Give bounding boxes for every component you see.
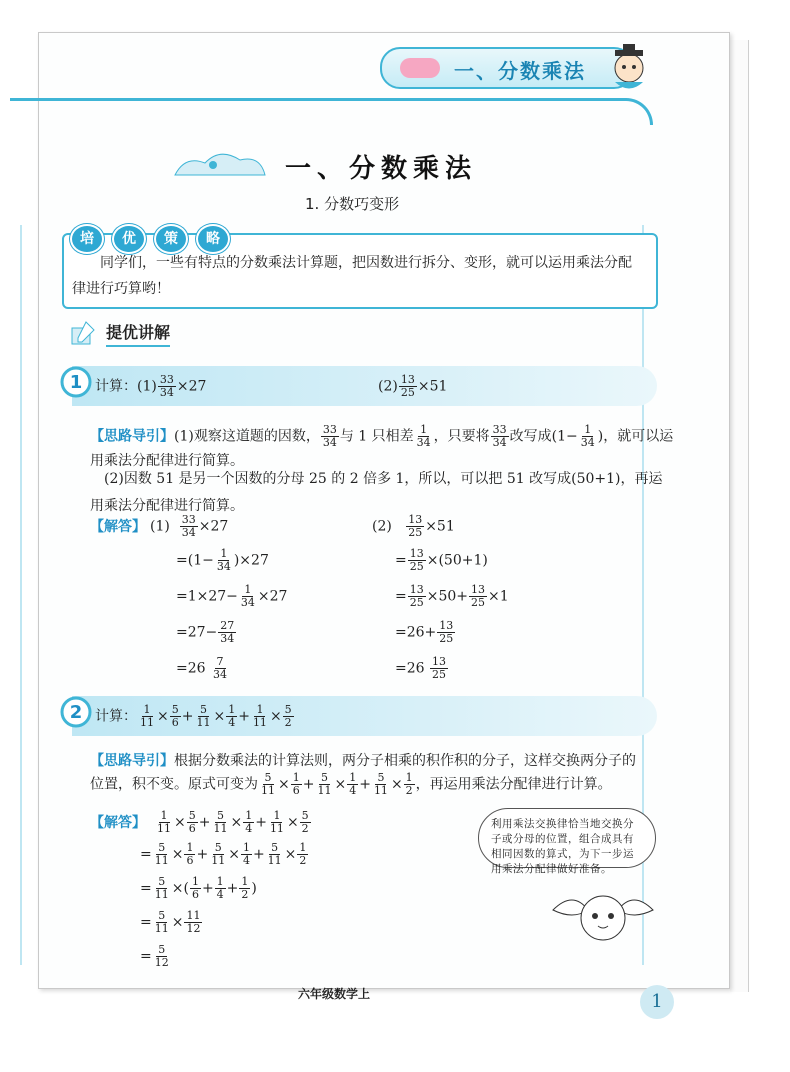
fraction: $\frac{5}{6}$ <box>171 703 179 729</box>
q2-a-line3: = $\frac{5}{11}$ ×( $\frac{1}{6}$ + $\frac{1}{4}$ + $\frac{1}{2}$ ) <box>140 875 257 901</box>
fraction: $\frac{1}{34}$ <box>580 423 595 449</box>
fraction: $\frac{1}{4}$ <box>242 841 250 867</box>
question-number-badge <box>60 366 92 398</box>
fraction: $\frac{5}{11}$ <box>373 771 388 797</box>
graduate-mascot-icon <box>605 40 653 95</box>
fraction: $\frac{27}{34}$ <box>220 619 235 645</box>
winged-mascot-icon <box>548 880 658 950</box>
q1-a2-line2: = $\frac{13}{25}$ ×(50+1) <box>395 547 488 573</box>
question-number-badge <box>60 696 92 728</box>
fraction: $\frac{1}{34}$ <box>240 583 255 609</box>
q1-a1-line5: =26 $\frac{7}{34}$ <box>176 655 227 681</box>
section-title: 1. 分数巧变形 <box>305 195 400 213</box>
q1-a2-line1: (2) $\frac{13}{25}$ ×51 <box>372 513 455 539</box>
book-pencil-icon <box>68 318 98 348</box>
fraction: $\frac{1}{34}$ <box>216 547 231 573</box>
banner-ribbon-icon <box>400 58 440 78</box>
hint-label: 【思路导引】 <box>90 428 174 445</box>
fraction: $\frac{1}{34}$ <box>416 423 431 449</box>
q2-hint-line2: 位置，积不变。原式可变为 $\frac{5}{11}$ × $\frac{1}{6}$ + $\frac{5}{11}$ × $\frac{1}{4}$ + $\frac{5}{11}$ × $\frac{1}{2}$ ，再运用乘法分配律进行计算。 <box>90 771 612 797</box>
fraction: $\frac{13}{25}$ <box>432 655 446 681</box>
question-number: 2 <box>69 702 83 723</box>
q2-answer-label-row <box>90 812 146 832</box>
answer-part-label: (1) <box>150 518 170 535</box>
fraction: $\frac{1}{11}$ <box>269 809 284 835</box>
tip-bubble: 利用乘法交换律恰当地交换分子或分母的位置，组合成具有相同因数的算式，为下一步运用乘法分配律做好准备。 <box>478 808 656 868</box>
q1-hint-line1 <box>90 424 673 449</box>
header-banner-text: 一、分数乘法 <box>454 59 586 83</box>
fraction: $\frac{33}{34}$ <box>181 513 196 539</box>
fraction: $\frac{33}{34}$ <box>159 373 174 399</box>
fraction: $\frac{13}{25}$ <box>409 547 424 573</box>
tiyou-title: 提优讲解 <box>106 320 170 347</box>
strategy-text: 同学们，一些有特点的分数乘法计算题，把因数进行拆分、变形，就可以运用乘法分配律进行巧算哟！ <box>72 255 632 297</box>
fraction: $\frac{13}{25}$ <box>408 513 423 539</box>
q1-part1-tail: ×27 <box>176 378 207 395</box>
fraction: $\frac{1}{4}$ <box>228 703 236 729</box>
q1-part2 <box>378 374 447 399</box>
hint-text: 根据分数乘法的计算法则，两分子相乘的积作积的分子，这样交换两分子的 <box>174 753 636 769</box>
fraction: $\frac{33}{34}$ <box>322 423 337 449</box>
strategy-tag: 策 <box>154 224 188 254</box>
q1-a1-line1: (1) $\frac{33}{34}$ ×27 <box>150 513 229 539</box>
fraction: $\frac{5}{11}$ <box>154 875 169 901</box>
strategy-tag: 培 <box>70 224 104 254</box>
header-banner <box>380 47 634 89</box>
q1-hint-line2: 用乘法分配律进行简算。 <box>90 453 244 469</box>
q2-prompt-label: 计算： <box>95 708 137 725</box>
fraction: $\frac{1}{4}$ <box>349 771 357 797</box>
fraction: $\frac{1}{6}$ <box>292 771 300 797</box>
strategy-tag: 优 <box>112 224 146 254</box>
q1-part2-tail: ×51 <box>417 378 448 395</box>
fraction: $\frac{5}{12}$ <box>154 943 169 969</box>
fraction: $\frac{5}{11}$ <box>211 841 226 867</box>
fraction: $\frac{5}{11}$ <box>154 841 169 867</box>
q1-prompt <box>95 374 206 399</box>
q1-a2-line4: =26+ $\frac{13}{25}$ <box>395 619 454 645</box>
strategy-tag: 略 <box>196 224 230 254</box>
chapter-title: 一、分数乘法 <box>285 154 478 184</box>
q1-hint2: (2)因数 51 是另一个因数的分母 25 的 2 倍多 1，所以，可以把 51 改写成(50+1)，再运用乘法分配律进行简算。 <box>90 471 663 514</box>
question-number: 1 <box>69 372 83 393</box>
hint-text: 与 1 只相差 <box>339 428 414 445</box>
fraction: $\frac{5}{11}$ <box>261 771 275 797</box>
q1-a2-line5: =26 $\frac{13}{25}$ <box>395 655 446 681</box>
page-edge <box>742 40 749 992</box>
q2-a-line4: = $\frac{5}{11}$ × $\frac{11}{12}$ <box>140 909 201 935</box>
q1-a1-line3: =1×27− $\frac{1}{34}$ ×27 <box>176 583 288 609</box>
q2-prompt: 计算： $\frac{1}{11}$ × $\frac{5}{6}$ + $\frac{5}{11}$ × $\frac{1}{4}$ + $\frac{1}{11}$ × $\frac{5}{2}$ <box>95 703 292 729</box>
cloud-decoration-icon <box>165 145 275 185</box>
q2-a-line5: = $\frac{5}{12}$ <box>140 943 169 969</box>
answer-label: 【解答】 <box>90 815 146 831</box>
hint-text: ，只要将 <box>433 428 490 445</box>
tiyou-heading <box>68 318 170 348</box>
fraction: $\frac{1}{2}$ <box>299 841 307 867</box>
q1-prompt-label: 计算：(1) <box>95 378 157 395</box>
fraction: $\frac{11}{12}$ <box>186 909 201 935</box>
hint-text: 位置，积不变。原式可变为 <box>90 776 258 793</box>
fraction: $\frac{5}{2}$ <box>284 703 292 729</box>
fraction: $\frac{1}{4}$ <box>216 875 224 901</box>
fraction: $\frac{5}{11}$ <box>154 909 169 935</box>
q1-a1-line2: =(1− $\frac{1}{34}$ )×27 <box>176 547 269 573</box>
fraction: $\frac{7}{34}$ <box>213 655 227 681</box>
q1-answer-label-row <box>90 516 146 536</box>
hint-text: )，就可以运 <box>597 428 674 445</box>
fraction: $\frac{1}{2}$ <box>405 771 413 797</box>
fraction: $\frac{5}{11}$ <box>196 703 211 729</box>
fraction: $\frac{33}{34}$ <box>492 423 507 449</box>
fraction: $\frac{13}{25}$ <box>409 583 424 609</box>
q1-a1-line4: =27− $\frac{27}{34}$ <box>176 619 235 645</box>
fraction: $\frac{5}{6}$ <box>188 809 196 835</box>
decorative-frame <box>10 98 653 125</box>
fraction: $\frac{13}{25}$ <box>400 373 415 399</box>
q2-a-line1: $\frac{1}{11}$ × $\frac{5}{6}$ + $\frac{5}{11}$ × $\frac{1}{4}$ + $\frac{1}{11}$ × $\frac{5}{2}$ <box>157 809 309 835</box>
hint-label: 【思路导引】 <box>90 753 174 769</box>
fraction: $\frac{5}{11}$ <box>213 809 228 835</box>
fraction: $\frac{5}{11}$ <box>267 841 282 867</box>
fraction: $\frac{5}{2}$ <box>301 809 309 835</box>
hint-text: ，再运用乘法分配律进行计算。 <box>415 776 612 793</box>
hint-text: (1)观察这道题的因数， <box>174 428 320 445</box>
q1-part2-label: (2) <box>378 378 398 395</box>
hint-text: 改写成(1− <box>509 428 578 445</box>
fraction: $\frac{1}{11}$ <box>157 809 171 835</box>
q2-hint-line1 <box>90 750 636 770</box>
fraction: $\frac{1}{11}$ <box>140 703 154 729</box>
footer-book-title: 六年级数学上 <box>298 987 371 1001</box>
fraction: $\frac{1}{6}$ <box>191 875 199 901</box>
fraction: $\frac{1}{6}$ <box>186 841 194 867</box>
answer-part-label: (2) <box>372 518 392 535</box>
fraction: $\frac{1}{4}$ <box>245 809 253 835</box>
answer-label: 【解答】 <box>90 519 146 535</box>
fraction: $\frac{1}{2}$ <box>241 875 249 901</box>
fraction: $\frac{13}{25}$ <box>439 619 454 645</box>
page-number: 1 <box>640 985 674 1019</box>
q1-a2-line3: = $\frac{13}{25}$ ×50+ $\frac{13}{25}$ ×1 <box>395 583 509 609</box>
fraction: $\frac{13}{25}$ <box>471 583 486 609</box>
q2-a-line2: = $\frac{5}{11}$ × $\frac{1}{6}$ + $\frac{5}{11}$ × $\frac{1}{4}$ + $\frac{5}{11}$ × $\frac{1}{2}$ <box>140 841 307 867</box>
fraction: $\frac{1}{11}$ <box>252 703 267 729</box>
fraction: $\frac{5}{11}$ <box>317 771 332 797</box>
